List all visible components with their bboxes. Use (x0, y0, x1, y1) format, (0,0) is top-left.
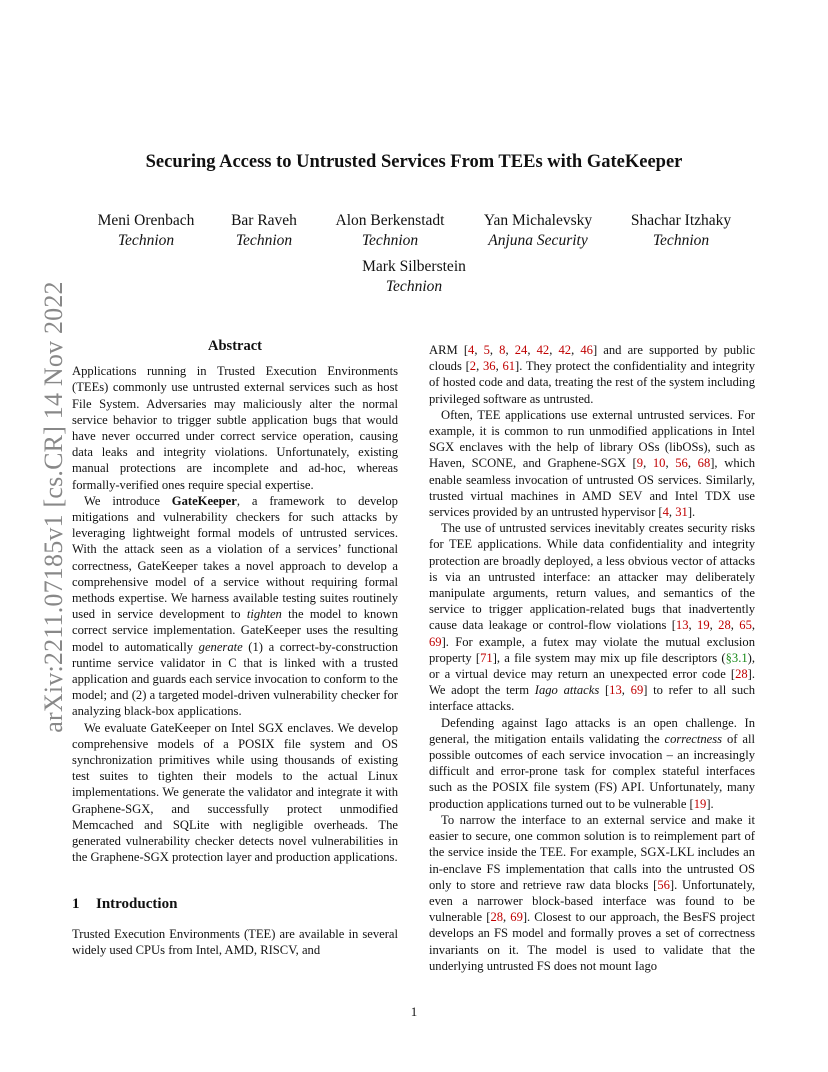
section-title: Introduction (96, 895, 178, 912)
author-affiliation: Technion (235, 232, 293, 249)
right-column (429, 342, 755, 974)
arxiv-stamp: arXiv:2211.07185v1 [cs.CR] 14 Nov 2022 (39, 281, 68, 733)
author-affiliation: Anjuna Security (488, 232, 588, 249)
author-block (326, 211, 454, 251)
author-block (219, 211, 309, 251)
author-name: Meni Orenbach (97, 212, 195, 229)
author-affiliation: Technion (361, 232, 419, 249)
author-block (620, 211, 742, 251)
author-affiliation: Technion (385, 278, 443, 295)
author-name: Mark Silberstein (362, 258, 466, 275)
author-name: Shachar Itzhaky (630, 212, 732, 229)
section-heading (72, 896, 398, 912)
abstract-heading: Abstract (208, 338, 262, 354)
body-paragraph: The use of untrusted services inevitably creates security risks for TEE applications. While data confidentiality and integrity protection are broadly deployed, a less obvious vector of attacks is via an untrusted interface: an attacker may deliberately manipulate arguments, return values, and semantics of the service to trigger application-related bugs that inadvertently cause data leakage or control-flow violations [13, 19, 28, 65, 69]. For example, a futex may violate the mutual exclusion property [71], a file system may mix up file descriptors (§3.1), or a virtual device may return an unexpected error code [28]. We adopt the term Iago attacks [13, 69] to refer to all such interface attacks. (429, 521, 756, 714)
body-paragraph: Often, TEE applications use external untrusted services. For example, it is common to run unmodified applications in Intel SGX enclaves with the help of library OSs (libOSs), such as Haven, SCONE, and Graphene-SGX [9, 10, 56, 68], which enable seamless invocation of untrusted OS services. Similarly, trusted virtual machines in AMD SEV and Intel TDX use services provided by an untrusted hypervisor [4, 31]. (429, 407, 756, 520)
author-block (349, 257, 479, 297)
body-paragraph: ARM [4, 5, 8, 24, 42, 42, 46] and are supported by public clouds [2, 36, 61]. They protect the confidentiality and integrity of hosted code and data, treating the rest of the system including privileged software as untrusted. (429, 343, 756, 406)
section-number: 1 (72, 895, 80, 912)
abstract-paragraph: We evaluate GateKeeper on Intel SGX enclaves. We develop comprehensive models of a POSIX file system and OS synchronization primitives while using thousands of existing test suites to tighten their models to the actual Linux implementations. We generate the validator and integrate it with Graphene-SGX, and successfully protect unmodified Memcached and SQLite with negligible overheads. The generated vulnerability checker detects novel vulnerabilities in the Graphene-SGX protection layer and production applications. (72, 720, 398, 865)
body-paragraph: Trusted Execution Environments (TEE) are available in several widely used CPUs from Intel, AMD, RISCV, and (72, 926, 398, 957)
body-paragraph: To narrow the interface to an external service and make it easier to secure, one common solution is to reimplement part of the service inside the TEE. For example, SGX-LKL includes an in-enclave FS implementation that calls into the untrusted OS only to store and retrieve raw data blocks [56]. Unfortunately, even a narrower block-based interface was found to be vulnerable [28, 69]. Closest to our approach, the BesFS project develops an FS model and formally proves a set of correctness invariants on it. The model is used to validate that the underlying untrusted FS does not mount Iago (429, 812, 755, 973)
author-block (472, 211, 604, 251)
left-column (72, 338, 398, 958)
abstract-paragraph: We introduce GateKeeper, a framework to develop mitigations and vulnerability checkers for such attacks by leveraging lightweight formal models of untrusted services. With the attack seen as a violation of a services’ functional correctness, GateKeeper takes a novel approach to develop a comprehensive model of a service without requiring formal methods expertise. We harness available testing suites routinely used in service development to tighten the model to known correct service implementation. GateKeeper uses the resulting model to automatically generate (1) a correct-by-construction runtime service validator in C that is linked with a trusted application and guards each service invocation to conform to the model; and (2) a targeted model-driven vulnerability checker for analyzing black-box applications. (72, 493, 398, 719)
page-number: 1 (410, 1004, 418, 1019)
author-name: Yan Michalevsky (483, 212, 593, 229)
author-affiliation: Technion (652, 232, 710, 249)
author-affiliation: Technion (117, 232, 175, 249)
author-block (86, 211, 206, 251)
author-name: Bar Raveh (231, 212, 297, 229)
body-paragraph: Defending against Iago attacks is an open challenge. In general, the mitigation entails validating the correctness of all possible outcomes of each service invocation – an increasingly difficult and error-prone task for complex stateful interfaces such as the POSIX file system (FS) API. Unfortunately, many production applications turned out to be vulnerable [19]. (429, 715, 755, 811)
paper-title: Securing Access to Untrusted Services From TEEs with GateKeeper (145, 152, 683, 172)
author-name: Alon Berkenstadt (335, 212, 445, 229)
abstract-paragraph: Applications running in Trusted Execution Environments (TEEs) commonly use untrusted external services such as host File System. Adversaries may maliciously alter the normal service behavior to trigger subtle application bugs that would have never occurred under correct service operation, causing data leaks and integrity violations. Unfortunately, existing manual protections are incomplete and ad-hoc, whereas formally-verified ones require special expertise. (72, 364, 398, 492)
